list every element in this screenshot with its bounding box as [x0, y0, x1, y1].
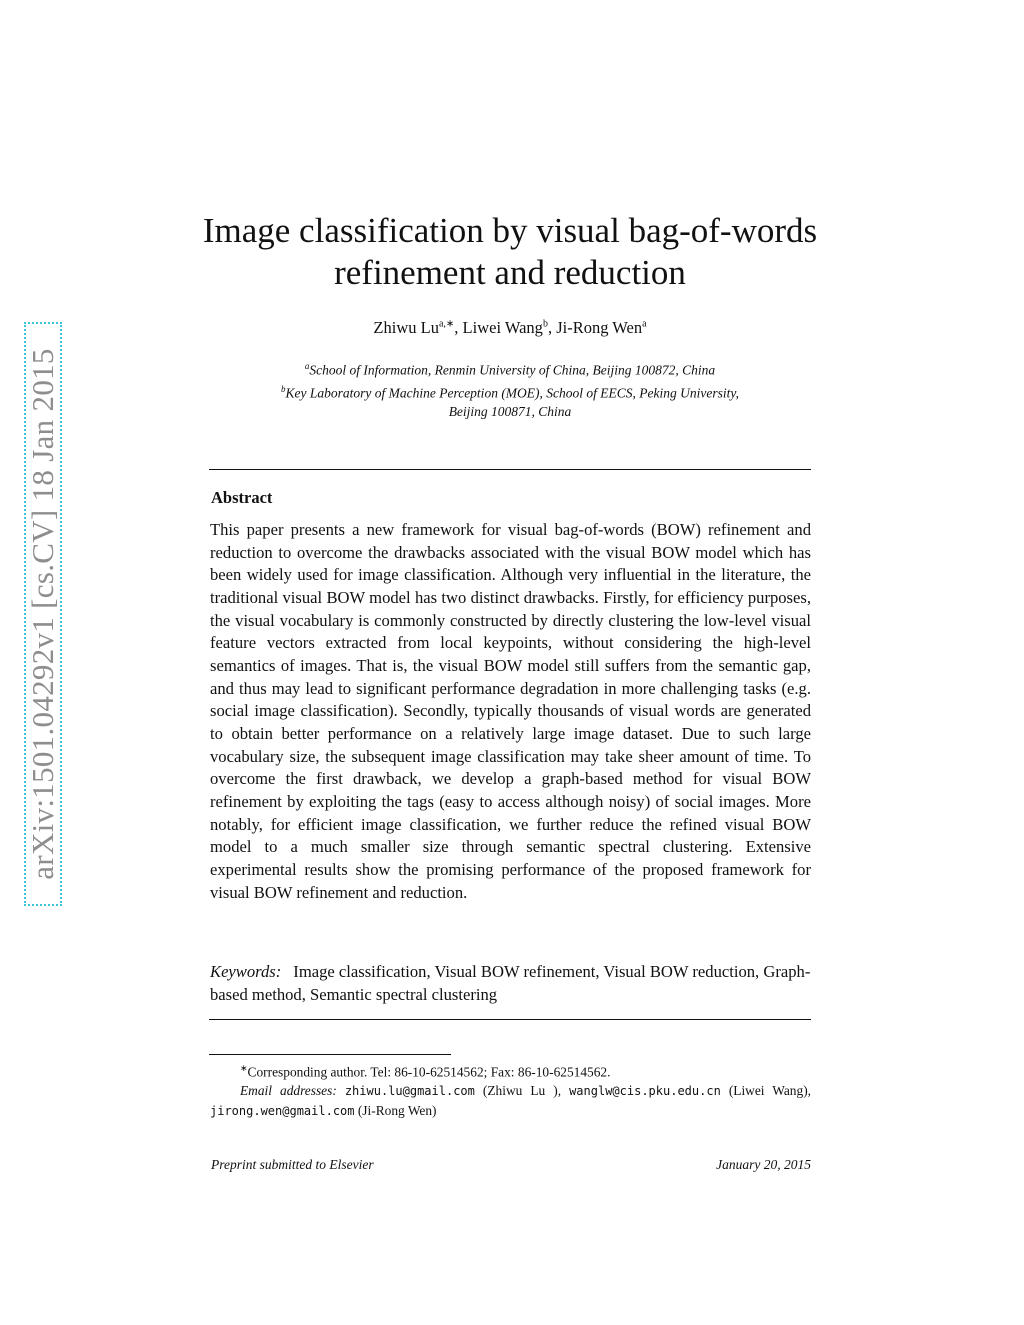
affiliation-sup: a	[304, 361, 310, 371]
title-line-2: refinement and reduction	[334, 253, 686, 292]
affiliations	[200, 357, 820, 421]
affiliation-b	[200, 380, 820, 403]
keywords-text: Image classification, Visual BOW refinement, Visual BOW reduction, Graph-based method, Semantic spectral clustering	[210, 962, 811, 1004]
affiliation-a	[200, 357, 820, 380]
footnote-rule	[209, 1054, 451, 1055]
stamp-text: arXiv:1501.04292v1 [cs.CV] 18 Jan 2015	[25, 348, 60, 880]
author-sup: a	[642, 318, 647, 330]
author-separator: ,	[547, 318, 557, 337]
author-separator: ,	[454, 318, 463, 337]
affiliation-sup: b	[280, 383, 286, 394]
abstract-bottom-rule	[209, 1019, 811, 1020]
author-name: Liwei Wang	[462, 318, 543, 337]
author-sup: b	[542, 318, 548, 330]
email-link[interactable]: jirong.wen@gmail.com	[210, 1104, 355, 1119]
affiliation-text: School of Information, Renmin University of China, Beijing 100872, China	[309, 362, 716, 378]
preprint-date: January 20, 2015	[716, 1157, 811, 1172]
arxiv-stamp	[24, 322, 62, 906]
paper-title	[200, 210, 820, 294]
author-list	[200, 318, 820, 338]
keywords-label: Keywords:	[210, 962, 282, 981]
author-name: Zhiwu Lu	[373, 318, 439, 337]
affiliation-b-cont	[200, 402, 820, 421]
abstract-top-rule	[209, 469, 811, 470]
email-link[interactable]: wanglw@cis.pku.edu.cn	[569, 1084, 721, 1099]
affiliation-text: Key Laboratory of Machine Perception (MOE), School of EECS, Peking University,	[285, 385, 740, 400]
preprint-note: Preprint submitted to Elsevier	[211, 1157, 374, 1172]
title-line-1: Image classification by visual bag-of-words	[202, 211, 818, 250]
author-name: Ji-Rong Wen	[556, 318, 643, 337]
email-owner: (Ji-Rong Wen)	[354, 1103, 437, 1119]
footnote-mark: ∗	[240, 1063, 248, 1073]
footnote-emails	[210, 1081, 811, 1121]
email-owner: (Zhiwu Lu ),	[474, 1083, 570, 1099]
email-owner: (Liwei Wang),	[720, 1083, 811, 1099]
affiliation-text: Beijing 100871, China	[448, 404, 572, 419]
abstract-heading: Abstract	[211, 488, 273, 507]
footnote-corresponding	[210, 1059, 811, 1081]
abstract-body: This paper presents a new framework for visual bag-of-words (BOW) refinement and reduction to overcome the drawbacks associated with the visual BOW model which has been widely used for image classification. Although very influential in the literature, the traditional visual BOW model has two distinct drawbacks. Firstly, for efficiency purposes, the visual vocabulary is commonly constructed by directly clustering the low-level visual feature vectors extracted from local keypoints, without considering the high-level semantics of images. That is, the visual BOW model still suffers from the semantic gap, and thus may lead to significant performance degradation in more challenging tasks (e.g. social image classification). Secondly, typically thousands of visual words are generated to obtain better performance on a relatively large image dataset. Due to such large vocabulary size, the subsequent image classification may take sheer amount of time. To overcome the first drawback, we develop a graph-based method for visual BOW refinement by exploiting the tags (easy to access although noisy) of social images. More notably, for efficient image classification, we further reduce the refined visual BOW model to a much smaller size through semantic spectral clustering. Extensive experimental results show the promising performance of the proposed framework for visual BOW refinement and reduction.	[210, 520, 811, 902]
keywords	[210, 961, 811, 1006]
footnotes	[210, 1059, 811, 1121]
email-link[interactable]: zhiwu.lu@gmail.com	[344, 1084, 475, 1099]
email-label: Email addresses:	[240, 1083, 337, 1099]
author-sup: a,∗	[438, 318, 455, 330]
footnote-text: Corresponding author. Tel: 86-10-62514562; Fax: 86-10-62514562.	[247, 1064, 611, 1080]
